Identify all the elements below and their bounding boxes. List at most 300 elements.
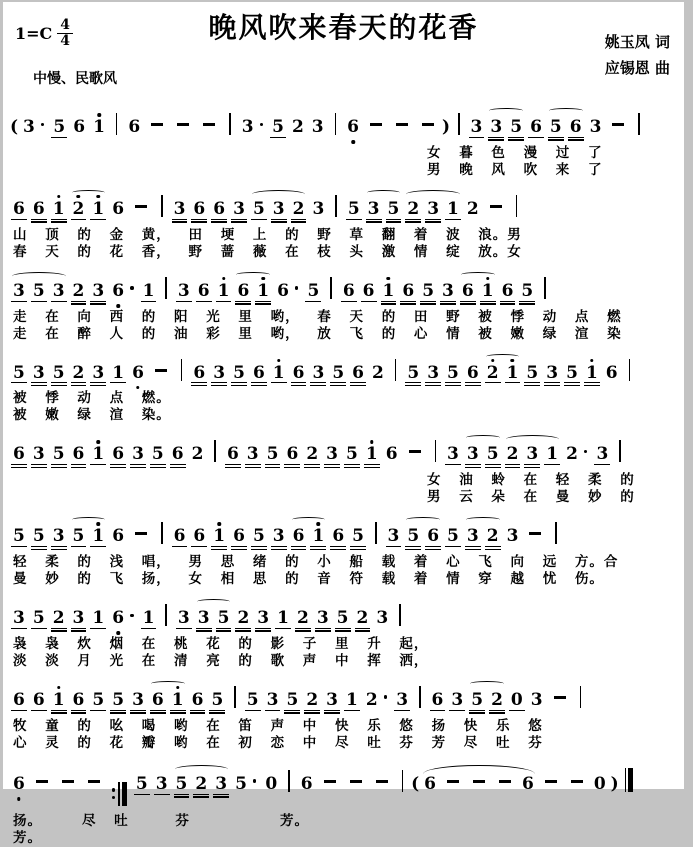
note: 5 xyxy=(422,280,435,301)
final-barline xyxy=(625,768,634,792)
repeat-barline xyxy=(112,782,127,806)
note: 3 xyxy=(155,773,168,794)
octave-dot-above xyxy=(590,359,594,363)
octave-dot-above xyxy=(486,277,490,281)
note: 1 xyxy=(271,365,287,384)
note: 0 xyxy=(510,689,523,710)
note: 3 xyxy=(257,608,270,629)
note: 3 xyxy=(266,689,279,710)
octave-dot-above xyxy=(97,195,101,199)
barline xyxy=(435,440,437,462)
slur-arc xyxy=(69,199,109,220)
note: 6 xyxy=(342,280,355,301)
note: 5 xyxy=(135,773,148,794)
note: 1 xyxy=(480,283,496,302)
note: 6 xyxy=(193,198,206,219)
barline xyxy=(629,359,631,381)
note: 6 xyxy=(112,444,125,465)
barline xyxy=(335,195,337,217)
note: 3 xyxy=(52,280,65,301)
duration-dash xyxy=(473,780,485,783)
barline xyxy=(458,113,460,135)
note: 5 xyxy=(266,444,279,465)
note: 2 xyxy=(296,608,309,629)
duration-dash xyxy=(177,123,189,126)
lyric-row: 袅 袅 炊 烟 在 桃 花 的 影 子 里 升 起， xyxy=(13,635,429,652)
note: 3 xyxy=(396,689,409,710)
octave-dot-above xyxy=(317,522,321,526)
note: 2 xyxy=(291,117,304,137)
note: 3 xyxy=(316,608,329,629)
note: 6 xyxy=(569,117,582,137)
octave-dot-below xyxy=(351,140,355,144)
barline xyxy=(395,359,397,381)
key-label: 1=C xyxy=(15,23,53,43)
duration-dash xyxy=(135,205,147,208)
note: 6 xyxy=(530,117,542,137)
note: 5 xyxy=(387,198,400,219)
note: 6 xyxy=(191,689,204,710)
octave-dot-above xyxy=(491,359,495,363)
octave-dot-above xyxy=(277,359,281,363)
barline xyxy=(419,686,421,708)
note: 5 xyxy=(471,689,484,710)
note: 2 xyxy=(237,608,250,629)
barline xyxy=(580,686,582,708)
octave-dot-above xyxy=(387,277,391,281)
octave-dot-above xyxy=(511,359,515,363)
note: 3 xyxy=(177,280,190,301)
octave-dot-above xyxy=(77,195,81,199)
lyric-row: 女 油 蛉 在 轻 柔 的 xyxy=(427,472,635,489)
octave-dot-above xyxy=(57,195,61,199)
note: 6 xyxy=(292,526,305,547)
note: 5 xyxy=(52,362,65,383)
duration-dash xyxy=(62,780,74,783)
duration-dash xyxy=(36,780,48,783)
note: 1 xyxy=(447,198,459,219)
note: 1 xyxy=(310,528,326,547)
augmentation-dot xyxy=(295,286,299,290)
music-system-5 xyxy=(7,427,682,506)
duration-dash xyxy=(612,123,624,126)
note: 0 xyxy=(593,773,606,794)
repeat-thick-line xyxy=(122,782,127,806)
notation-row xyxy=(7,673,682,718)
note: 2 xyxy=(306,689,319,710)
note: 6 xyxy=(226,444,239,465)
slur-arc xyxy=(233,281,273,302)
lyric-row: 男 云 朵 在 曼 妙 的 xyxy=(427,489,635,506)
note: 3 xyxy=(490,117,503,137)
octave-dot-above xyxy=(370,440,374,444)
note: 6 xyxy=(402,280,415,301)
note: 1 xyxy=(505,365,521,384)
note: 6 xyxy=(252,362,265,383)
augmentation-dot xyxy=(130,286,134,290)
note: 6 xyxy=(385,444,398,465)
note: 5 xyxy=(566,362,578,383)
octave-dot-below xyxy=(136,386,140,390)
augmentation-dot xyxy=(260,123,264,127)
slur-arc xyxy=(148,690,188,711)
note: 0 xyxy=(265,773,278,794)
octave-dot-above xyxy=(217,522,221,526)
duration-dash xyxy=(155,369,167,372)
note: 6 xyxy=(72,444,85,465)
barline xyxy=(544,277,546,299)
slur-arc xyxy=(463,526,503,547)
note: 6 xyxy=(286,444,299,465)
note: 2 xyxy=(491,689,503,710)
note: 6 xyxy=(112,526,125,547)
sheet-page xyxy=(3,2,684,846)
note: 1 xyxy=(364,446,380,465)
note: 5 xyxy=(510,117,523,137)
music-system-6 xyxy=(7,509,682,588)
score-body xyxy=(3,98,684,847)
note: 5 xyxy=(346,444,358,465)
note: 3 xyxy=(246,444,259,465)
note: 5 xyxy=(352,526,364,547)
note: 3 xyxy=(427,198,440,219)
barline xyxy=(181,359,183,381)
note: 1 xyxy=(584,365,600,384)
note: 6 xyxy=(112,198,125,219)
note: 3 xyxy=(442,280,454,301)
note: 5 xyxy=(286,689,299,710)
note: 1 xyxy=(91,119,107,137)
duration-dash xyxy=(370,123,382,126)
note: 5 xyxy=(307,280,320,301)
lyricist-credit: 姚玉凤 词 xyxy=(604,33,670,51)
music-system-4 xyxy=(7,346,682,425)
duration-dash xyxy=(88,780,100,783)
music-system-7 xyxy=(7,591,682,670)
octave-dot-above xyxy=(261,277,265,281)
tempo-marking: 中慢、民歌风 xyxy=(33,71,117,87)
duration-dash xyxy=(396,123,408,126)
barline xyxy=(161,522,163,544)
note: 5 xyxy=(13,526,25,547)
notation-row xyxy=(7,427,682,472)
page-title: 晚风吹来春天的花香 xyxy=(208,11,479,44)
lyric-row: 被 悸 动 点 燃。 xyxy=(13,390,171,407)
note: 2 xyxy=(356,608,369,629)
note: 3 xyxy=(52,526,65,547)
note: 6 xyxy=(32,198,45,219)
note: 1 xyxy=(546,444,559,465)
duration-dash xyxy=(499,780,511,783)
note: 3 xyxy=(526,444,539,465)
note: 2 xyxy=(71,201,87,220)
note: 6 xyxy=(197,280,210,301)
lyric-row: 女 暮 色 漫 过 了 xyxy=(427,144,603,161)
note: 2 xyxy=(191,444,204,465)
note: 1 xyxy=(90,528,106,547)
note: 5 xyxy=(246,689,259,710)
duration-dash xyxy=(490,205,502,208)
note: 5 xyxy=(526,362,539,383)
note: 6 xyxy=(427,526,440,547)
note: 1 xyxy=(255,283,271,302)
note: 5 xyxy=(32,280,45,301)
slur-arc xyxy=(486,117,526,138)
barline xyxy=(234,686,236,708)
barline xyxy=(619,440,621,462)
composer-credit: 应锡恩 曲 xyxy=(604,58,670,77)
note: 1 xyxy=(51,692,67,711)
note: 6 xyxy=(332,526,345,547)
note: 1 xyxy=(51,201,67,220)
note: 5 xyxy=(53,117,66,137)
note: 3 xyxy=(530,689,543,710)
note: 5 xyxy=(447,362,459,383)
duration-dash xyxy=(151,123,163,126)
note: 3 xyxy=(92,280,105,301)
slur-arc xyxy=(172,774,232,795)
note: 6 xyxy=(292,362,305,383)
note: 3 xyxy=(376,608,389,629)
duration-dash xyxy=(324,780,336,783)
barline xyxy=(555,522,557,544)
note: 6 xyxy=(110,283,126,301)
slur-arc xyxy=(194,608,234,629)
slur-arc xyxy=(467,690,507,711)
note: 2 xyxy=(72,280,85,301)
note: 1 xyxy=(92,608,105,629)
note: 3 xyxy=(72,608,85,629)
note: 6 xyxy=(171,444,184,465)
note: 5 xyxy=(92,689,105,710)
note: 5 xyxy=(252,526,265,547)
note: 5 xyxy=(175,773,188,794)
duration-dash xyxy=(376,780,388,783)
barline xyxy=(288,770,290,792)
note: 3 xyxy=(387,526,400,547)
note: 5 xyxy=(332,362,345,383)
note: 3 xyxy=(506,526,519,547)
note: 5 xyxy=(72,526,85,547)
lyric-row: 淡 淡 月 光 在 清 亮 的 歌 声 中 挥 洒， xyxy=(13,652,429,669)
note: 2 xyxy=(52,608,65,629)
note: 3 xyxy=(13,608,25,629)
parenthesis: ) xyxy=(610,773,619,794)
barline xyxy=(330,277,332,299)
note: 6 xyxy=(352,362,364,383)
note: 6 xyxy=(11,776,27,794)
notation-row xyxy=(7,591,682,636)
repeat-dots xyxy=(112,788,116,799)
note: 6 xyxy=(466,362,479,383)
duration-dash xyxy=(409,450,421,453)
barline xyxy=(375,522,377,544)
note: 6 xyxy=(173,526,186,547)
note: 3 xyxy=(233,198,245,219)
note: 6 xyxy=(461,280,474,301)
note: 6 xyxy=(213,198,226,219)
note: 5 xyxy=(52,444,65,465)
note: 3 xyxy=(466,526,479,547)
note: 3 xyxy=(427,362,440,383)
note: 6 xyxy=(72,689,85,710)
lyric-row: 被 嫩 绿 渲 染。 xyxy=(13,407,171,424)
note: 3 xyxy=(213,362,226,383)
meter-upper: 4 xyxy=(57,18,73,34)
parenthesis: ) xyxy=(441,117,451,137)
note: 6 xyxy=(362,280,375,301)
note: 3 xyxy=(546,362,559,383)
octave-dot-below xyxy=(116,631,120,635)
note: 5 xyxy=(549,117,562,137)
duration-dash xyxy=(529,532,541,535)
note: 5 xyxy=(32,526,45,547)
barline xyxy=(161,195,163,217)
augmentation-dot xyxy=(130,614,134,618)
note: 3 xyxy=(173,198,186,219)
note: 6 xyxy=(300,773,313,794)
octave-dot-above xyxy=(222,277,226,281)
note: 1 xyxy=(211,528,227,547)
note: 6 xyxy=(13,444,25,465)
lyric-row: 牧 童 的 吆 喝 哟 在 笛 声 中 快 乐 悠 扬 快 乐 悠 xyxy=(13,717,543,734)
note: 5 xyxy=(233,362,245,383)
octave-dot-above xyxy=(97,440,101,444)
notation-row xyxy=(7,346,682,391)
augmentation-dot xyxy=(584,450,588,454)
note: 3 xyxy=(451,689,464,710)
barline xyxy=(214,440,216,462)
lyric-row: 轻 柔 的 浅 唱， 男 思 绪 的 小 船 载 着 心 飞 向 远 方。合 xyxy=(13,554,619,571)
note: 2 xyxy=(365,689,378,710)
lyric-row: 走 在 醉 人 的 油 彩 里 哟， 放 飞 的 心 情 被 嫩 绿 渲 染 xyxy=(13,325,622,342)
duration-dash xyxy=(447,780,459,783)
note: 5 xyxy=(407,526,420,547)
octave-dot-below xyxy=(116,304,120,308)
lyric-row: 春 天 的 花 香， 野 蔷 薇 在 枝 头 激 情 绽 放。女 xyxy=(13,243,522,260)
barline xyxy=(229,113,231,135)
augmentation-dot xyxy=(41,123,45,127)
note: 3 xyxy=(466,444,479,465)
barline xyxy=(116,113,118,135)
duration-dash xyxy=(135,532,147,535)
note: 2 xyxy=(486,526,499,547)
slur-arc xyxy=(289,526,329,547)
notation-row xyxy=(7,182,682,227)
final-thin-line xyxy=(625,768,627,792)
note: 5 xyxy=(112,689,125,710)
slur-arc xyxy=(458,281,498,302)
note: 3 xyxy=(312,362,325,383)
music-system-1 xyxy=(7,100,682,179)
note: 6 xyxy=(424,773,436,794)
repeat-thin-line xyxy=(118,782,120,806)
notation-row xyxy=(7,100,682,145)
note: 6 xyxy=(128,117,141,137)
slur-arc xyxy=(483,363,523,384)
duration-dash xyxy=(571,780,583,783)
music-system-2 xyxy=(7,182,682,261)
note: 5 xyxy=(336,608,349,629)
duration-dash xyxy=(350,780,362,783)
note: 5 xyxy=(447,526,459,547)
slur-arc xyxy=(403,526,443,547)
slur-arc xyxy=(546,117,586,138)
music-system-8 xyxy=(7,673,682,752)
note: 6 xyxy=(110,610,126,628)
note: 3 xyxy=(32,362,45,383)
duration-dash xyxy=(554,696,566,699)
note: 5 xyxy=(151,444,164,465)
note: 3 xyxy=(132,444,144,465)
notation-row xyxy=(7,755,682,813)
note: 6 xyxy=(233,526,245,547)
notation-row xyxy=(7,264,682,309)
note: 2 xyxy=(485,365,501,384)
note: 3 xyxy=(272,526,285,547)
note: 2 xyxy=(506,444,519,465)
note: 3 xyxy=(312,198,325,219)
note: 5 xyxy=(13,362,25,383)
augmentation-dot xyxy=(384,695,388,699)
note: 5 xyxy=(272,117,284,137)
note: 2 xyxy=(566,444,578,465)
music-system-3 xyxy=(7,264,682,343)
note: 3 xyxy=(596,444,609,465)
note: 3 xyxy=(272,198,285,219)
lyric-row: 芳。 xyxy=(13,829,42,846)
parenthesis: ( xyxy=(411,773,420,794)
note: 2 xyxy=(72,362,85,383)
note: 1 xyxy=(346,689,358,710)
note: 6 xyxy=(605,362,618,383)
note: 3 xyxy=(470,117,483,137)
slur-arc xyxy=(249,199,309,220)
note: 2 xyxy=(407,198,420,219)
note: 3 xyxy=(92,362,105,383)
note: 1 xyxy=(112,362,125,383)
final-thick-line xyxy=(628,768,633,792)
note: 6 xyxy=(501,280,514,301)
octave-dot-above xyxy=(97,522,101,526)
note: 1 xyxy=(90,201,106,220)
notation-row xyxy=(7,509,682,554)
lyric-row: 心 灵 的 花 瓣 哟 在 初 恋 中 尽 吐 芬 芳 尽 吐 芬 xyxy=(13,734,543,751)
credits xyxy=(605,30,670,81)
note: 2 xyxy=(292,198,305,219)
note: 2 xyxy=(306,444,319,465)
note: 1 xyxy=(277,608,289,629)
note: 1 xyxy=(381,283,397,302)
note: 5 xyxy=(252,198,265,219)
note: 1 xyxy=(170,692,186,711)
barline xyxy=(638,113,640,135)
note: 2 xyxy=(195,773,208,794)
note: 6 xyxy=(193,362,206,383)
note: 1 xyxy=(142,608,155,629)
note: 3 xyxy=(241,117,254,137)
parenthesis: ( xyxy=(10,117,19,137)
note: 3 xyxy=(326,444,338,465)
lyric-row: 山 顶 的 金 黄， 田 埂 上 的 野 草 翻 着 波 浪。男 xyxy=(13,226,522,243)
octave-dot-below xyxy=(17,797,21,801)
note: 6 xyxy=(521,773,534,794)
slur-arc xyxy=(364,199,404,220)
lyric-row: 扬。 尽 吐 芬 芳。 xyxy=(13,812,310,829)
barline xyxy=(335,113,337,135)
note: 3 xyxy=(197,608,210,629)
note: 3 xyxy=(32,444,45,465)
